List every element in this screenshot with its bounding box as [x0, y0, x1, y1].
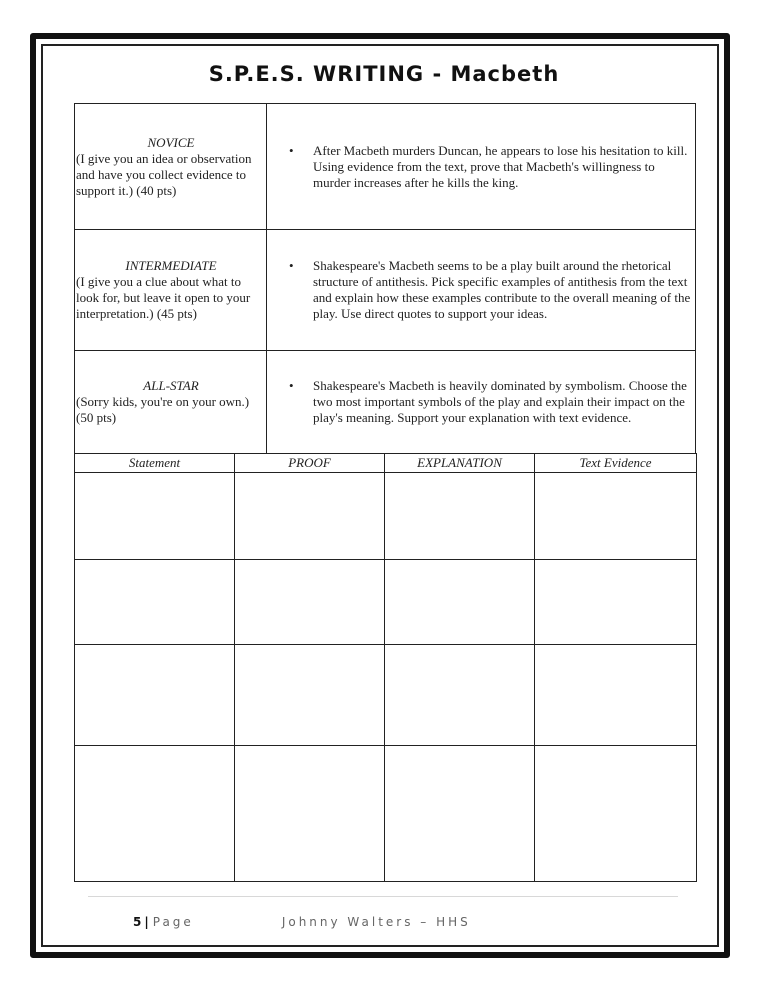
prompt-cell: [267, 351, 696, 454]
grid-row: [75, 560, 697, 645]
page-title: S.P.E.S. WRITING - Macbeth: [208, 62, 560, 86]
bullet-icon: •: [289, 378, 294, 393]
grid-cell: [235, 645, 385, 746]
page-number: 5: [133, 915, 142, 929]
grid-cell: [235, 746, 385, 882]
prompt-cell: [267, 104, 696, 230]
grid-cell: [75, 560, 235, 645]
spes-grid: [74, 453, 697, 882]
prompt-text: Shakespeare's Macbeth seems to be a play built around the rhetorical structure of antithesis. Pick specific examples of antithesis from the text and explain how these examples contribute to the overall meaning of the play. Use direct quotes to support your ideas.: [313, 258, 691, 321]
prompt-cell: [267, 230, 696, 351]
grid-cell: [235, 473, 385, 560]
prompt-text: After Macbeth murders Duncan, he appears to lose his hesitation to kill. Using evidence from the text, prove that Macbeth's willingness to murder increases after he kills the king.: [313, 142, 688, 190]
grid-cell: [385, 560, 535, 645]
grid-cell: [535, 560, 697, 645]
grid-row: [75, 473, 697, 560]
level-name: NOVICE: [147, 134, 195, 150]
grid-cell: [385, 645, 535, 746]
level-row-intermediate: [75, 230, 696, 351]
grid-cell: [535, 645, 697, 746]
prompt-text: Shakespeare's Macbeth is heavily dominated by symbolism. Choose the two most important symbols of the play and explain their impact on the play's meaning. Support your explanation with text evidence.: [313, 378, 687, 425]
grid-cell: [75, 746, 235, 882]
grid-cell: [385, 746, 535, 882]
level-cell: [75, 351, 267, 454]
page-footer: [133, 915, 471, 929]
grid-cell: [535, 746, 697, 882]
header-text-evidence: Text Evidence: [535, 454, 697, 473]
page-label: Page: [152, 915, 194, 929]
level-cell: [75, 104, 267, 230]
grid-row: [75, 746, 697, 882]
level-cell: [75, 230, 267, 351]
bullet-icon: •: [289, 142, 294, 158]
levels-table: [74, 103, 696, 454]
grid-cell: [385, 473, 535, 560]
level-description: (I give you a clue about what to look for, but leave it open to your interpretation.) (45 pts): [76, 274, 251, 321]
level-row-novice: [75, 104, 696, 230]
footer-author: Johnny Walters – HHS: [281, 915, 471, 929]
level-description: (I give you an idea or observation and have you collect evidence to support it.) (40 pts): [76, 150, 252, 198]
footer-divider: [88, 896, 678, 897]
grid-cell: [75, 473, 235, 560]
grid-cell: [75, 645, 235, 746]
header-proof: PROOF: [235, 454, 385, 473]
grid-cell: [535, 473, 697, 560]
grid-cell: [235, 560, 385, 645]
footer-separator: |: [144, 915, 149, 929]
grid-row: [75, 645, 697, 746]
header-statement: Statement: [75, 454, 235, 473]
header-explanation: EXPLANATION: [385, 454, 535, 473]
level-name: ALL-STAR: [143, 378, 199, 393]
level-row-all-star: [75, 351, 696, 454]
level-name: INTERMEDIATE: [125, 258, 217, 273]
bullet-icon: •: [289, 258, 294, 273]
level-description: (Sorry kids, you're on your own.) (50 pts): [76, 394, 250, 425]
grid-header-row: [75, 454, 697, 473]
